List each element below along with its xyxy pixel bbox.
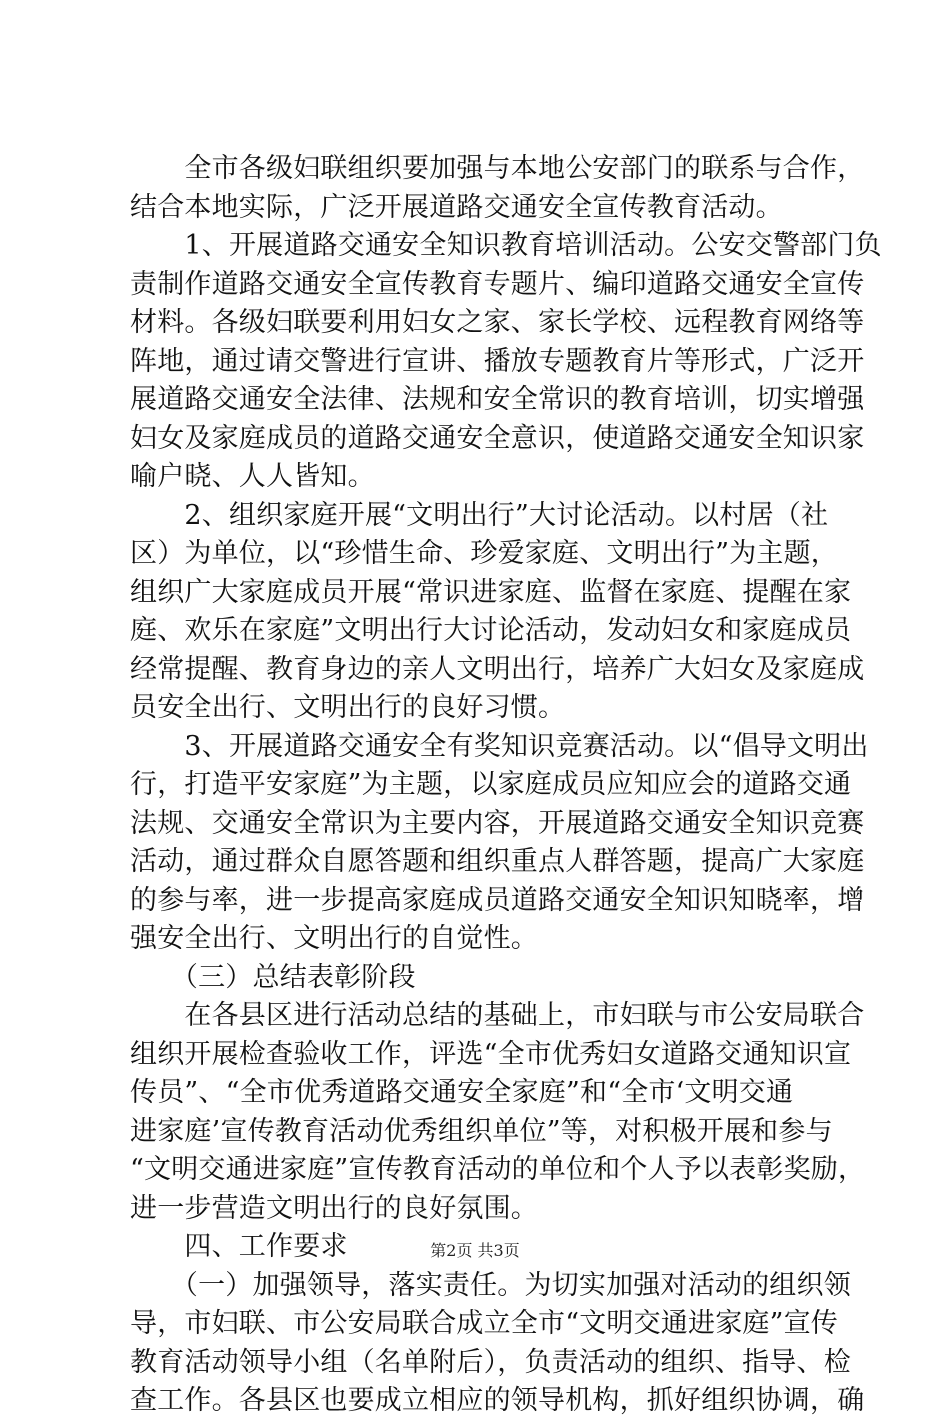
text-line: 活动，通过群众自愿答题和组织重点人群答题，提高广大家庭 xyxy=(130,846,865,877)
text-line: 庭、欢乐在家庭”文明出行大讨论活动，发动妇女和家庭成员 xyxy=(130,615,852,646)
text-line: 查工作。各县区也要成立相应的领导机构，抓好组织协调，确 xyxy=(130,1385,865,1416)
text-line: 妇女及家庭成员的道路交通安全意识，使道路交通安全知识家 xyxy=(130,422,865,454)
text-line: 传员”、“全市优秀道路交通安全家庭”和“全市‘文明交通 xyxy=(130,1077,794,1108)
text-line: 3、开展道路交通安全有奖知识竞赛活动。以“倡导文明出 xyxy=(130,730,869,762)
text-line: （三）总结表彰阶段 xyxy=(130,961,416,993)
text-line: 1、开展道路交通安全知识教育培训活动。公安交警部门负 xyxy=(130,230,882,261)
text-line: 行，打造平安家庭”为主题，以家庭成员应知应会的道路交通 xyxy=(130,769,852,800)
text-line: 四、工作要求 xyxy=(130,1231,348,1262)
text-line: （一）加强领导，落实责任。为切实加强对活动的组织领 xyxy=(130,1269,851,1301)
text-line: “文明交通进家庭”宣传教育活动的单位和个人予以表彰奖励， xyxy=(130,1154,866,1185)
text-line: 喻户晓、人人皆知。 xyxy=(130,461,375,492)
document-body xyxy=(130,150,882,1421)
text-line: 进家庭’宣传教育活动优秀组织单位”等，对积极开展和参与 xyxy=(130,1115,833,1147)
text-line: 材料。各级妇联要利用妇女之家、家长学校、远程教育网络等 xyxy=(130,307,865,338)
text-line: 结合本地实际，广泛开展道路交通安全宣传教育活动。 xyxy=(130,191,783,223)
text-line: 的参与率，进一步提高家庭成员道路交通安全知识知晓率，增 xyxy=(130,884,865,916)
text-line: 强安全出行、文明出行的自觉性。 xyxy=(130,923,538,954)
text-line: 经常提醒、教育身边的亲人文明出行，培养广大妇女及家庭成 xyxy=(130,653,865,685)
text-line: 导，市妇联、市公安局联合成立全市“文明交通进家庭”宣传 xyxy=(130,1308,839,1339)
text-line: 教育活动领导小组（名单附后），负责活动的组织、指导、检 xyxy=(130,1346,851,1378)
page-footer: 第2页 共3页 xyxy=(430,1241,520,1260)
text-line: 在各县区进行活动总结的基础上，市妇联与市公安局联合 xyxy=(130,1000,865,1031)
text-line: 员安全出行、文明出行的良好习惯。 xyxy=(130,692,566,723)
text-line: 进一步营造文明出行的良好氛围。 xyxy=(130,1192,538,1224)
text-line: 责制作道路交通安全宣传教育专题片、编印道路交通安全宣传 xyxy=(130,268,865,300)
text-line: 全市各级妇联组织要加强与本地公安部门的联系与合作， xyxy=(130,153,865,184)
text-line: 展道路交通安全法律、法规和安全常识的教育培训，切实增强 xyxy=(130,384,865,415)
text-line: 2、组织家庭开展“文明出行”大讨论活动。以村居（社 xyxy=(130,499,829,531)
text-line: 组织广大家庭成员开展“常识进家庭、监督在家庭、提醒在家 xyxy=(130,576,852,608)
text-line: 组织开展检查验收工作，评选“全市优秀妇女道路交通知识宣 xyxy=(130,1038,852,1070)
text-line: 法规、交通安全常识为主要内容，开展道路交通安全知识竞赛 xyxy=(130,807,865,839)
text-line: 阵地，通过请交警进行宣讲、播放专题教育片等形式，广泛开 xyxy=(130,345,865,377)
text-line: 区）为单位，以“珍惜生命、珍爱家庭、文明出行”为主题， xyxy=(130,538,839,569)
